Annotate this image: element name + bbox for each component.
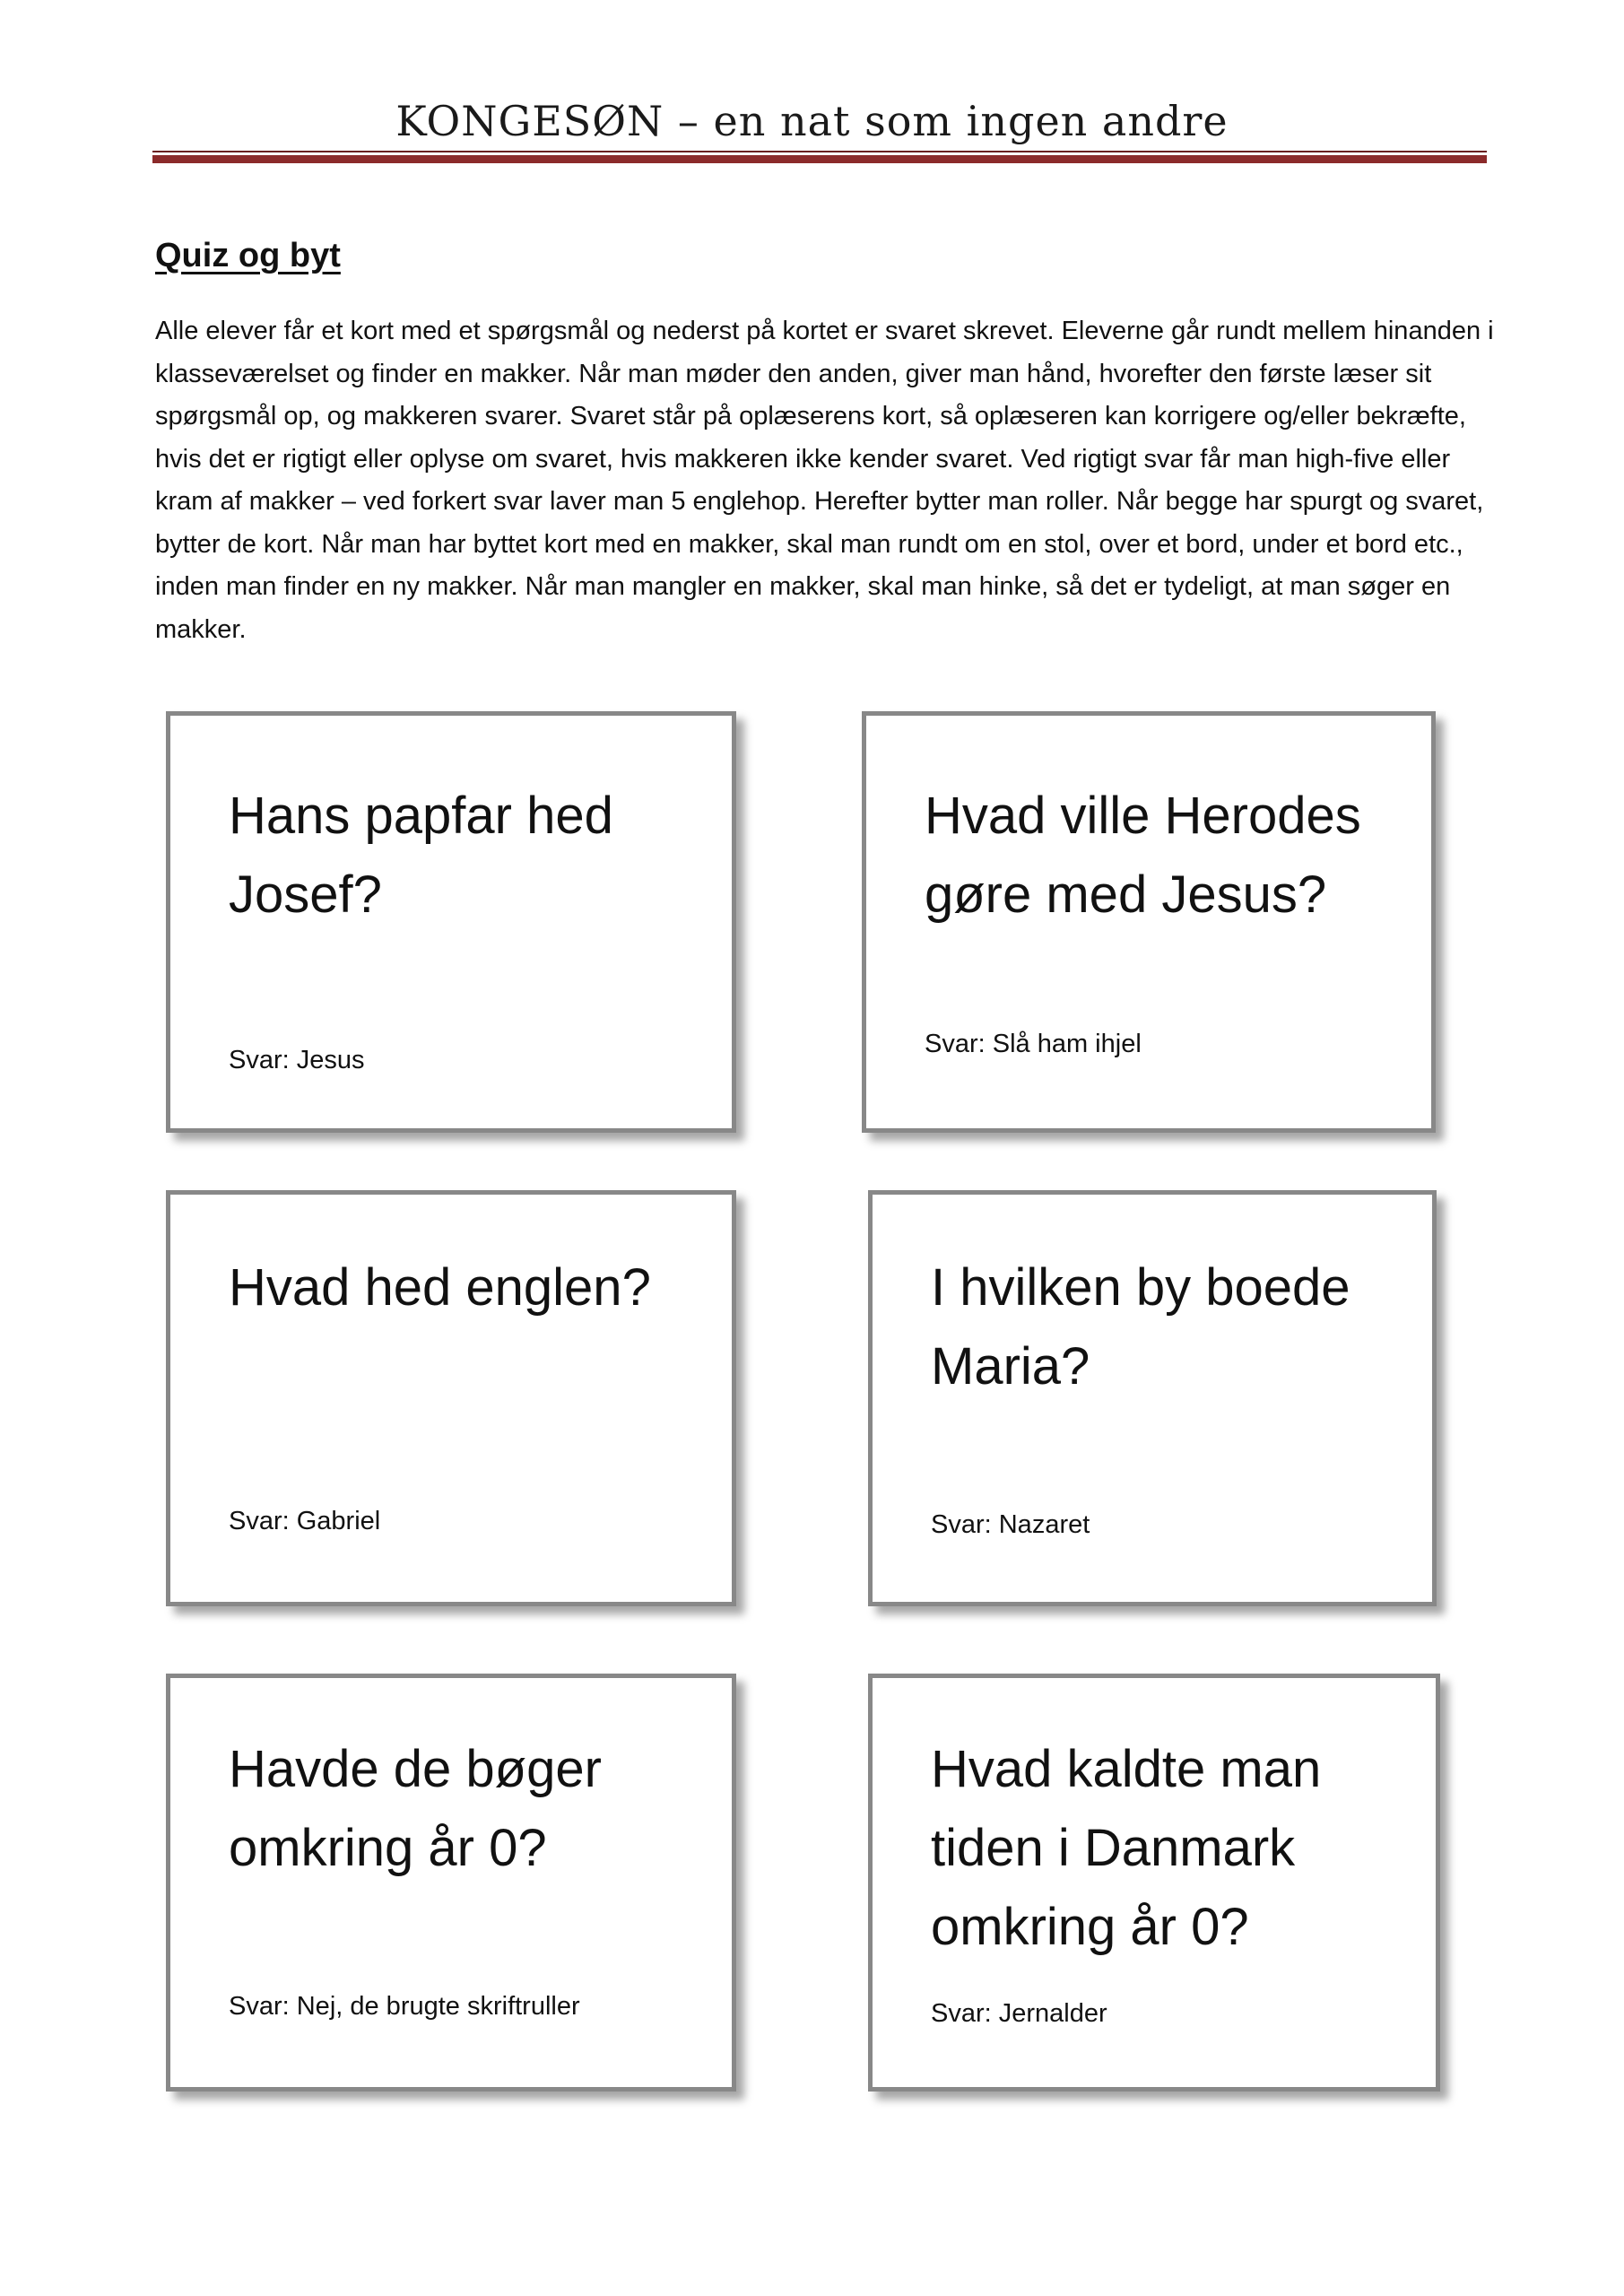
- quiz-card: [862, 711, 1436, 1133]
- quiz-card: [166, 1674, 736, 2092]
- card-answer: Svar: Jesus: [229, 1046, 365, 1074]
- quiz-card: [166, 711, 736, 1133]
- section-heading: Quiz og byt: [155, 237, 341, 274]
- quiz-card: [868, 1190, 1437, 1606]
- card-question: Havde de bøger omkring år 0?: [229, 1740, 602, 1877]
- card-answer: Svar: Slå ham ihjel: [925, 1030, 1142, 1058]
- card-question: Hans papfar hed Josef?: [229, 787, 613, 924]
- card-question: Hvad hed englen?: [229, 1258, 651, 1317]
- page-header-title: KONGESØN – en nat som ingen andre: [395, 97, 1229, 145]
- card-answer: Svar: Nej, de brugte skriftruller: [229, 1992, 580, 2021]
- quiz-card: [868, 1674, 1440, 2092]
- header-rule-thick: [152, 155, 1487, 163]
- quiz-card: [166, 1190, 736, 1606]
- card-question: Hvad kaldte man tiden i Danmark omkring år 0?: [931, 1740, 1322, 1956]
- header-rule-thin: [152, 151, 1487, 152]
- card-answer: Svar: Gabriel: [229, 1507, 381, 1535]
- card-answer: Svar: Jernalder: [931, 1999, 1107, 2028]
- card-question: I hvilken by boede Maria?: [931, 1258, 1350, 1396]
- intro-paragraph: Alle elever får et kort med et spørgsmål og nederst på kortet er svaret skrevet. Eleverne går rundt mellem hinanden i klasseværelset og finder en makker. Når man møder den anden, giver man hånd, hvorefter den første læser sit spørgsmål op, og makkeren svarer. Svaret står på oplæserens kort, så oplæseren kan korrigere og/eller bekræfte, hvis det er rigtigt eller oplyse om svaret, hvis makkeren ikke kender svaret. Ved rigtigt svar får man high-five eller kram af makker – ved forkert svar laver man 5 englehop. Herefter bytter man roller. Når begge har spurgt og svaret, bytter de kort. Når man har byttet kort med en makker, skal man rundt om en stol, over et bord, under et bord etc., inden man finder en ny makker. Når man mangler en makker, skal man hinke, så det er tydeligt, at man søger en makker.: [155, 317, 1494, 644]
- card-answer: Svar: Nazaret: [931, 1510, 1090, 1539]
- card-question: Hvad ville Herodes gøre med Jesus?: [925, 787, 1361, 924]
